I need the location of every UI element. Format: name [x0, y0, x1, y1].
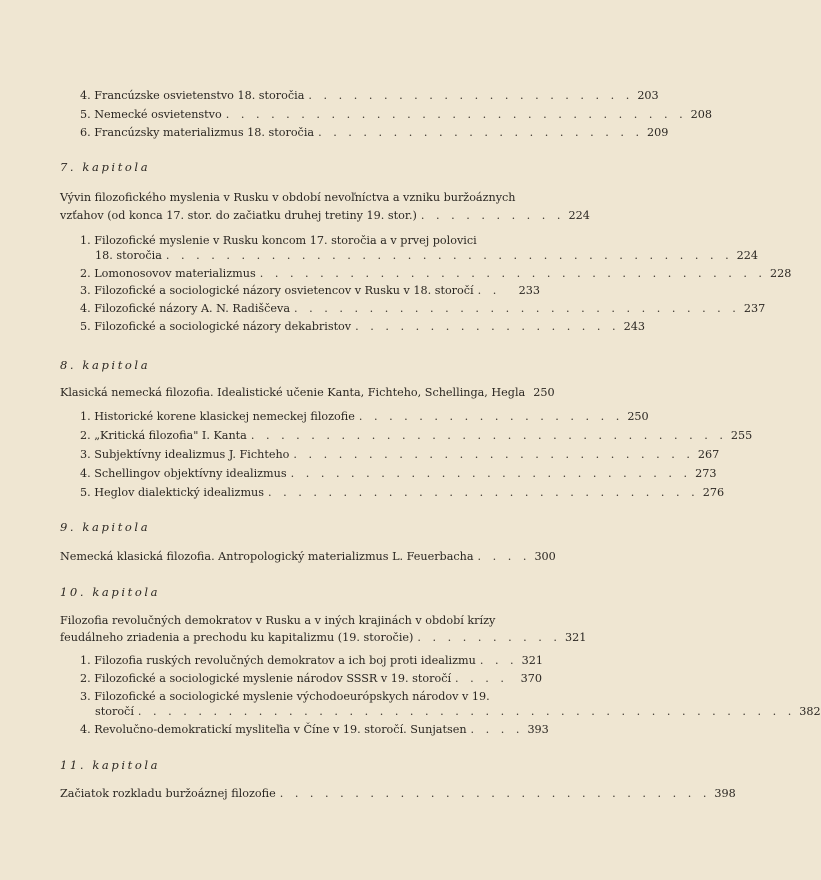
- toc-entry: 1. Historické korene klasickej nemeckej filozofie . . . . . . . . . . . . . . . . . . 250: [80, 410, 649, 423]
- toc-entry: 5. Nemecké osvietenstvo . . . . . . . . . . . . . . . . . . . . . . . . . . . . . . . 208: [80, 108, 713, 121]
- chapter-intro: Filozofia revolučných demokratov v Rusku a v iných krajinách v období krízy: [60, 614, 496, 627]
- toc-entry: 1. Filozofické myslenie v Rusku koncom 17. storočia a v prvej polovici: [80, 234, 477, 247]
- chapter-intro-cont: vzťahov (od konca 17. stor. do začiatku druhej tretiny 19. stor.) . . . . . . . . . . 224: [60, 209, 590, 222]
- toc-entry: 4. Revolučno-demokratickí mysliteľia v Číne v 19. storočí. Sunjatsen . . . . 393: [80, 723, 549, 736]
- toc-entry: 3. Subjektívny idealizmus J. Fichteho . . . . . . . . . . . . . . . . . . . . . . . . . . . 267: [80, 448, 720, 461]
- toc-entry: 4. Schellingov objektívny idealizmus . . . . . . . . . . . . . . . . . . . . . . . . . . . 273: [80, 467, 717, 480]
- toc-entry: 5. Filozofické a sociologické názory dekabristov . . . . . . . . . . . . . . . . . . 243: [80, 320, 645, 333]
- chapter-intro: Začiatok rozkladu buržoáznej filozofie . . . . . . . . . . . . . . . . . . . . . . . . . . . . . 398: [60, 787, 736, 800]
- toc-entry-cont: 18. storočia . . . . . . . . . . . . . . . . . . . . . . . . . . . . . . . . . . . . . . 224: [95, 249, 758, 262]
- toc-entry: 4. Francúzske osvietenstvo 18. storočia . . . . . . . . . . . . . . . . . . . . . . 203: [80, 89, 659, 102]
- toc-entry: 4. Filozofické názory A. N. Radiščeva . . . . . . . . . . . . . . . . . . . . . . . . . . . . . . 237: [80, 302, 766, 315]
- toc-entry-cont: storočí . . . . . . . . . . . . . . . . . . . . . . . . . . . . . . . . . . . . . . . . . . . . 382: [95, 705, 821, 718]
- chapter-heading: 7. kapitola: [60, 160, 151, 174]
- chapter-heading: 8. kapitola: [60, 358, 151, 372]
- chapter-intro-cont: feudálneho zriadenia a prechodu ku kapitalizmu (19. storočie) . . . . . . . . . . 321: [60, 631, 587, 644]
- chapter-intro: Nemecká klasická filozofia. Antropologický materializmus L. Feuerbacha . . . . 300: [60, 550, 556, 563]
- toc-entry: 3. Filozofické a sociologické myslenie východoeurópskych národov v 19.: [80, 690, 490, 703]
- toc-entry: 6. Francúzsky materializmus 18. storočia . . . . . . . . . . . . . . . . . . . . . . 209: [80, 126, 669, 139]
- chapter-heading: 9. kapitola: [60, 520, 151, 534]
- toc-entry: 1. Filozofia ruských revolučných demokratov a ich boj proti idealizmu . . . 321: [80, 654, 543, 667]
- toc-entry: 2. „Kritická filozofia" I. Kanta . . . . . . . . . . . . . . . . . . . . . . . . . . . . . . . . 255: [80, 429, 753, 442]
- toc-entry: 5. Heglov dialektický idealizmus . . . . . . . . . . . . . . . . . . . . . . . . . . . . . 276: [80, 486, 725, 499]
- toc-entry: 2. Filozofické a sociologické myslenie národov SSSR v 19. storočí . . . . 370: [80, 672, 542, 685]
- chapter-heading: 11. kapitola: [60, 758, 161, 772]
- chapter-heading: 10. kapitola: [60, 585, 161, 599]
- chapter-intro: Klasická nemecká filozofia. Idealistické učenie Kanta, Fichteho, Schellinga, Hegla 250: [60, 386, 555, 399]
- chapter-intro: Vývin filozofického myslenia v Rusku v období nevoľníctva a vzniku buržoáznych: [60, 191, 516, 204]
- toc-entry: 3. Filozofické a sociologické názory osvietencov v Rusku v 18. storočí . . 233: [80, 284, 540, 297]
- toc-entry: 2. Lomonosovov materializmus . . . . . . . . . . . . . . . . . . . . . . . . . . . . . . . . . . 228: [80, 267, 792, 280]
